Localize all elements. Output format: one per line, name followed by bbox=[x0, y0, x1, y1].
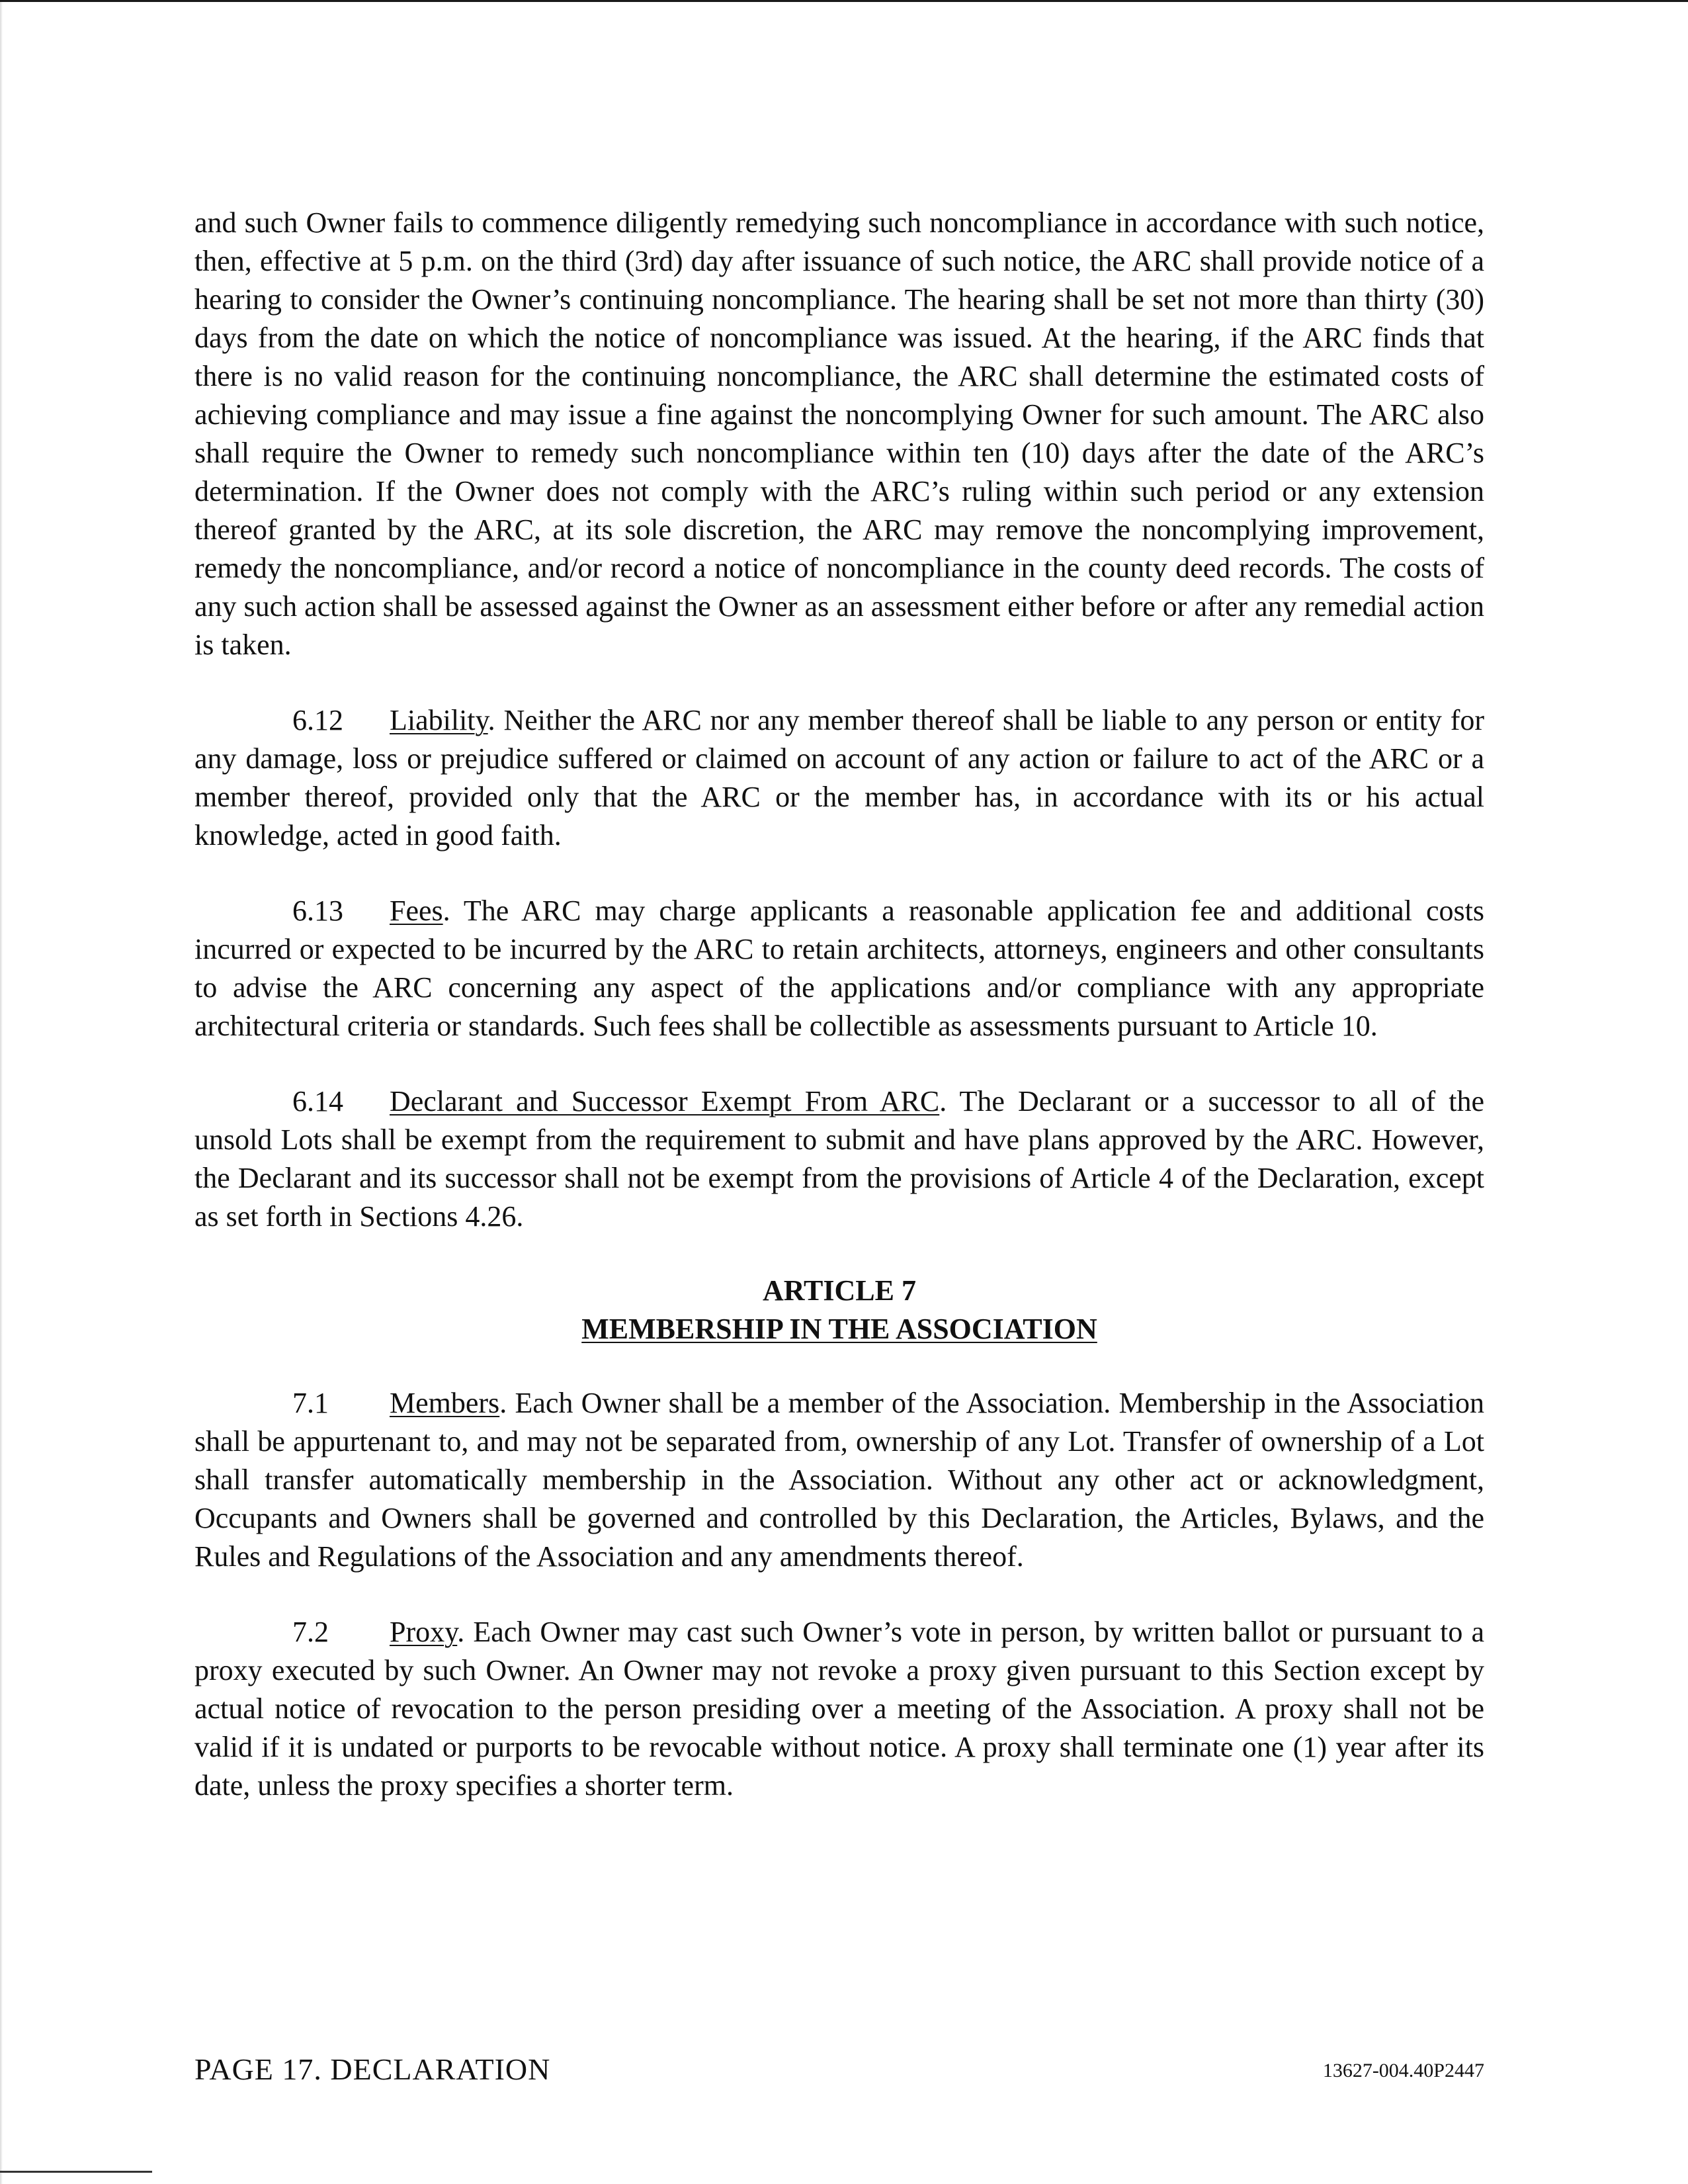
section-title: Fees bbox=[390, 895, 443, 927]
section-number: 6.14 bbox=[292, 1085, 343, 1117]
section-6-14 bbox=[194, 1082, 1484, 1236]
document-code: 13627-004.40P2447 bbox=[1322, 2060, 1484, 2081]
page-footer bbox=[194, 2050, 1484, 2089]
section-number: 6.13 bbox=[292, 895, 343, 927]
section-text: . Neither the ARC nor any member thereof shall be liable to any person or entity for any damage, loss or prejudice suffered or claimed on account of any action or failure to act of the ARC or a member thereof, provided only that the ARC or the member has, in accordance with its or his actual knowledge, acted in good faith. bbox=[194, 704, 1484, 852]
paragraph-continued-text: and such Owner fails to commence diligently remedying such noncompliance in accordance with such notice, then, effective at 5 p.m. on the third (3rd) day after issuance of such notice, the ARC shall provide notice of a hearing to consider the Owner’s continuing noncompliance. The hearing shall be set not more than thirty (30) days from the date on which the notice of noncompliance was issued. At the hearing, if the ARC finds that there is no valid reason for the continuing noncompliance, the ARC shall determine the estimated costs of achieving compliance and may issue a fine against the noncomplying Owner for such amount. The ARC also shall require the Owner to remedy such noncompliance within ten (10) days after the date of the ARC’s determination. If the Owner does not comply with the ARC’s ruling within such period or any extension thereof granted by the ARC, at its sole discretion, the ARC may remove the noncomplying improvement, remedy the noncompliance, and/or record a notice of noncompliance in the county deed records. The costs of any such action shall be assessed against the Owner as an assessment either before or after any remedial action is taken. bbox=[194, 206, 1484, 661]
article-number: ARTICLE 7 bbox=[763, 1274, 916, 1307]
section-number: 6.12 bbox=[292, 704, 343, 736]
section-title: Members bbox=[390, 1387, 500, 1419]
scan-bottom-mark bbox=[0, 2171, 152, 2173]
section-text: . The ARC may charge applicants a reasonable application fee and additional costs incurred or expected to be incurred by the ARC to retain architects, attorneys, engineers and other consultants to advise the ARC concerning any aspect of the applications and/or compliance with any appropriate architectural criteria or standards. Such fees shall be collectible as assessments pursuant to Article 10. bbox=[194, 895, 1484, 1042]
section-6-12 bbox=[194, 701, 1484, 855]
section-title: Liability bbox=[390, 704, 488, 736]
page-label: PAGE 17. DECLARATION bbox=[194, 2052, 551, 2086]
section-7-2 bbox=[194, 1613, 1484, 1805]
section-text: . Each Owner shall be a member of the Association. Membership in the Association shall be appurtenant to, and may not be separated from, ownership of any Lot. Transfer of ownership of a Lot shall transfer automatically membership in the Association. Without any other act or acknowledgment, Occupants and Owners shall be governed and controlled by this Declaration, the Articles, Bylaws, and the Rules and Regulations of the Association and any amendments thereof. bbox=[194, 1387, 1484, 1573]
article-heading bbox=[194, 1272, 1484, 1348]
section-title: Proxy bbox=[390, 1616, 458, 1648]
section-title: Declarant and Successor Exempt From ARC bbox=[390, 1085, 940, 1117]
paragraph-continued bbox=[194, 204, 1484, 664]
section-6-13 bbox=[194, 892, 1484, 1045]
scan-top-border bbox=[0, 0, 1688, 2]
document-body bbox=[194, 204, 1484, 1805]
section-7-1 bbox=[194, 1384, 1484, 1576]
section-number: 7.2 bbox=[292, 1616, 329, 1648]
section-number: 7.1 bbox=[292, 1387, 329, 1419]
article-title: MEMBERSHIP IN THE ASSOCIATION bbox=[581, 1313, 1097, 1345]
section-text: . The Declarant or a successor to all of the unsold Lots shall be exempt from the requirement to submit and have plans approved by the ARC. However, the Declarant and its successor shall not be exempt from the provisions of Article 4 of the Declaration, except as set forth in Sections 4.26. bbox=[194, 1085, 1484, 1233]
section-text: . Each Owner may cast such Owner’s vote in person, by written ballot or pursuant to a proxy executed by such Owner. An Owner may not revoke a proxy given pursuant to this Section except by actual notice of revocation to the person presiding over a meeting of the Association. A proxy shall not be valid if it is undated or purports to be revocable without notice. A proxy shall terminate one (1) year after its date, unless the proxy specifies a shorter term. bbox=[194, 1616, 1484, 1802]
scan-left-edge bbox=[0, 0, 3, 2184]
